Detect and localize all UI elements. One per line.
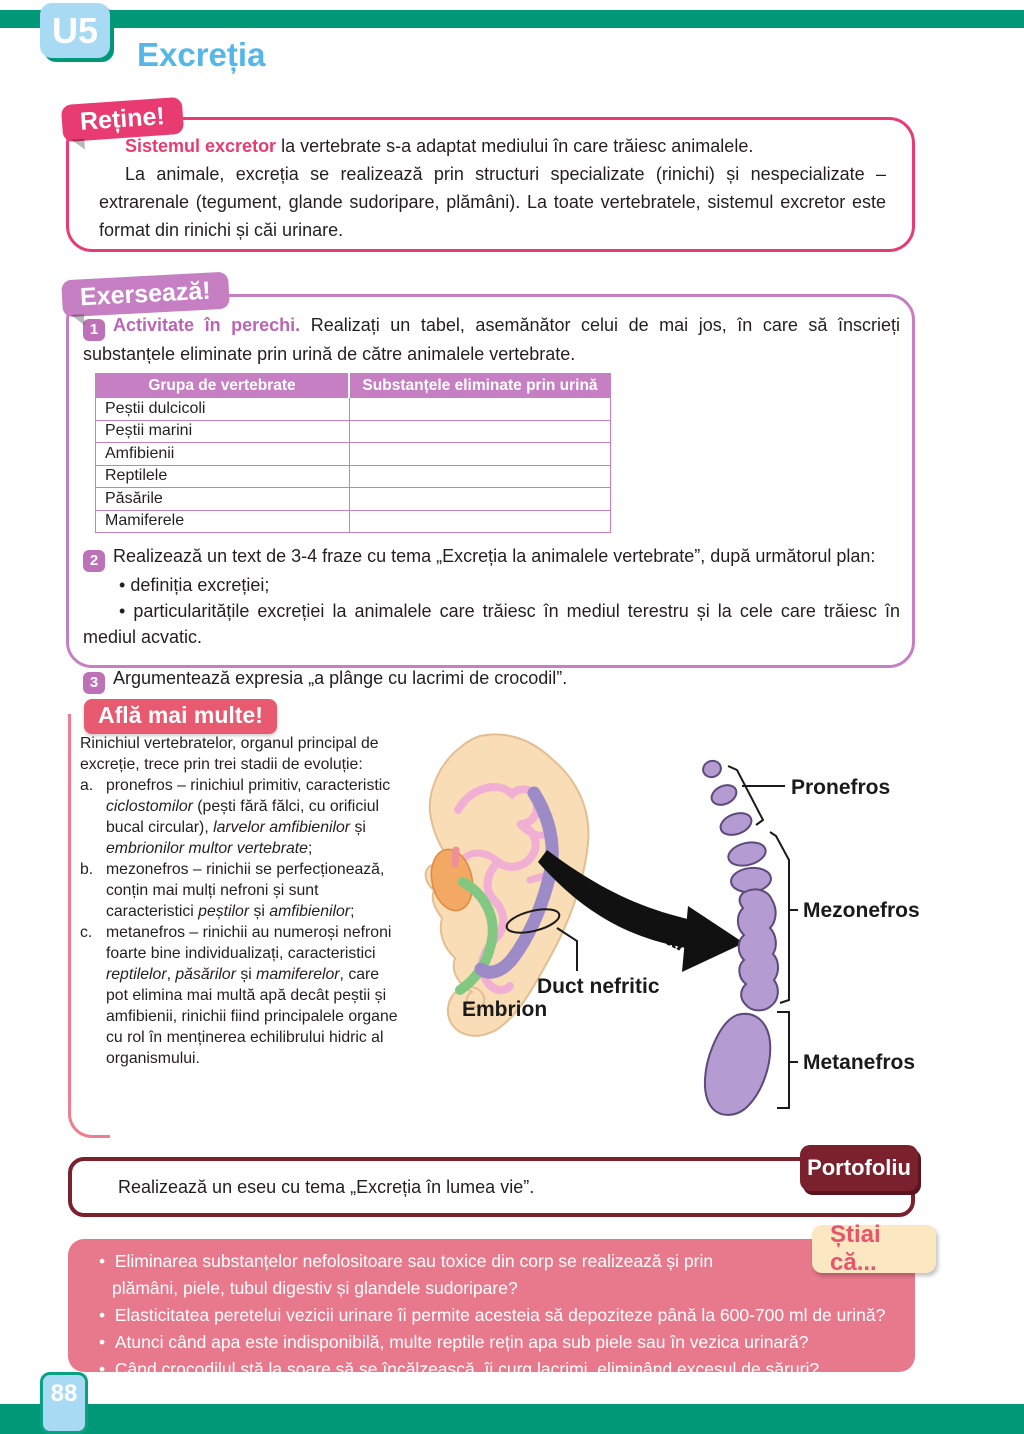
mezonefros-label: Mezonefros xyxy=(803,899,920,922)
activity-2-number: 2 xyxy=(83,550,105,572)
stiai-bullet: • Când crocodilul stă la soare să se încălzească, îi curg lacrimi, eliminând excesul de săruri? xyxy=(90,1356,891,1383)
retine-p1-rest: la vertebrate s-a adaptat mediului în care trăiesc animalele. xyxy=(276,136,754,156)
retine-box xyxy=(66,117,915,252)
afla-intro: Rinichiul vertebratelor, organul principal de excreție, trece prin trei stadii de evoluție: xyxy=(80,735,379,773)
activity-1-text: Realizați un tabel, asemănător celui de mai jos, în care să înscrieți substanțele eliminate prin urină de către animalele vertebrate. xyxy=(83,315,900,364)
stiai-bullet: • Atunci când apa este indisponibilă, multe reptile rețin apa sub piele sau în vezica urinară? xyxy=(90,1329,891,1356)
portofoliu-tab-label: Portofoliu xyxy=(807,1155,911,1180)
table-cell-empty xyxy=(349,443,611,466)
afla-item-a xyxy=(80,775,400,859)
activity-3 xyxy=(83,665,900,694)
table-row xyxy=(96,420,611,443)
segmentare-label: Segmentare xyxy=(575,880,705,964)
table-cell-empty xyxy=(349,398,611,421)
table-row xyxy=(96,510,611,533)
embryo-red-stub xyxy=(455,850,456,864)
retine-paragraph-1 xyxy=(99,132,886,160)
activity-2 xyxy=(83,543,900,572)
duct-nefritic-label: Duct nefritic xyxy=(537,975,660,998)
afla-item-text: pronefros – rinichiul primitiv, caracteristic ciclostomilor (pești fără fălci, cu orificiul bucal circular), larvelor amfibienilor și embrionilor multor vertebrate; xyxy=(106,777,391,857)
embrion-label: Embrion xyxy=(462,998,548,1021)
page-number: 88 xyxy=(50,1380,78,1407)
table-cell-group: Peștii dulcicoli xyxy=(96,398,350,421)
afla-item-marker: b. xyxy=(80,861,94,878)
activity-2-bullet-2: • particularitățile excreției la animalele care trăiesc în mediul terestru și la cele care trăiesc în mediul acvatic. xyxy=(83,598,900,650)
activity-1-number: 1 xyxy=(83,319,105,341)
table-header-substances: Substanțele eliminate prin urină xyxy=(349,374,611,398)
table-row xyxy=(96,443,611,466)
activity-2-bullet-1: • definiția excreției; xyxy=(83,572,900,598)
table-header-row xyxy=(96,374,611,398)
activity-3-number: 3 xyxy=(83,672,105,694)
afla-tab xyxy=(84,699,277,734)
stiai-ca-box xyxy=(68,1239,915,1379)
metanefros-blob xyxy=(705,1014,770,1115)
unit-label: U5 xyxy=(51,9,99,51)
retine-keyword: Sistemul excretor xyxy=(125,136,277,156)
stiai-bullet: • Elasticitatea peretelui vezicii urinare îi permite acesteia să depoziteze până la 600-700 ml de urină? xyxy=(90,1302,891,1329)
retine-tab-label: Reține! xyxy=(79,102,166,136)
vertebrate-table xyxy=(95,373,611,533)
mezonefros-blob xyxy=(738,889,778,1010)
stiai-ca-tab xyxy=(812,1221,936,1276)
page-title: Excreția xyxy=(137,36,266,73)
kidney-evolution-diagram xyxy=(398,705,983,1135)
afla-text-column xyxy=(80,733,400,1069)
stiai-bullet: • Eliminarea substanțelor nefolositoare sau toxice din corp se realizează și prin plămâni, piele, tubul digestiv și glandele sudoripare? xyxy=(90,1248,891,1302)
afla-item-b xyxy=(80,859,400,922)
activity-2-text: Realizează un text de 3-4 fraze cu tema „Excreția la animalele vertebrate”, după următorul plan: xyxy=(113,546,876,566)
table-cell-empty xyxy=(349,420,611,443)
page-number-badge xyxy=(40,1372,88,1434)
activity-1-lead: Activitate în perechi. xyxy=(113,315,301,335)
table-cell-empty xyxy=(349,488,611,511)
table-cell-empty xyxy=(349,465,611,488)
afla-item-marker: c. xyxy=(80,924,93,941)
table-row xyxy=(96,488,611,511)
retine-paragraph-2: La animale, excreția se realizează prin structuri specializate (rinichi) și nespecializate – extrarenale (tegument, glande sudoripare, plămâni). La toate vertebratele, sistemul excretor este format din rinichi și căi urinare. xyxy=(99,164,886,240)
exerseaza-tab-label: Exersează! xyxy=(79,276,212,312)
table-header-group: Grupa de vertebrate xyxy=(96,374,350,398)
afla-item-text: mezonefros – rinichii se perfecționează, conțin mai mulți nefroni și sunt caracteristici peștilor și amfibienilor; xyxy=(106,861,385,920)
activity-1 xyxy=(83,312,900,367)
afla-tab-label: Află mai multe! xyxy=(98,702,263,728)
portofoliu-tab xyxy=(800,1145,918,1191)
afla-item-marker: a. xyxy=(80,777,94,794)
table-row xyxy=(96,465,611,488)
afla-item-text: metanefros – rinichii au numeroși nefroni foarte bine individualizați, caracteristici reptilelor, păsărilor și mamiferelor, care pot elimina mai multă apă decât peștii și amfibienii, rinichii fiind principalele organe cu rol în menținerea echilibrului hidric al organismului. xyxy=(106,924,398,1067)
table-cell-group: Mamiferele xyxy=(96,510,350,533)
portofoliu-box xyxy=(68,1157,915,1217)
pronefros-label: Pronefros xyxy=(791,776,891,799)
table-cell-group: Peștii marini xyxy=(96,420,350,443)
exerseaza-box xyxy=(66,294,915,691)
header-bar xyxy=(0,10,1024,28)
activity-3-text: Argumentează expresia „a plânge cu lacrimi de crocodil”. xyxy=(113,668,568,688)
afla-item-c xyxy=(80,922,400,1069)
unit-badge xyxy=(40,3,110,58)
table-row xyxy=(96,398,611,421)
table-cell-group: Păsările xyxy=(96,488,350,511)
portofoliu-text: Realizează un eseu cu tema „Excreția în lumea vie”. xyxy=(118,1177,535,1197)
table-cell-empty xyxy=(349,510,611,533)
stiai-ca-tab-label: Știai că... xyxy=(830,1221,881,1276)
table-cell-group: Amfibienii xyxy=(96,443,350,466)
footer-bar xyxy=(0,1404,1024,1434)
metanefros-label: Metanefros xyxy=(803,1051,916,1074)
table-cell-group: Reptilele xyxy=(96,465,350,488)
